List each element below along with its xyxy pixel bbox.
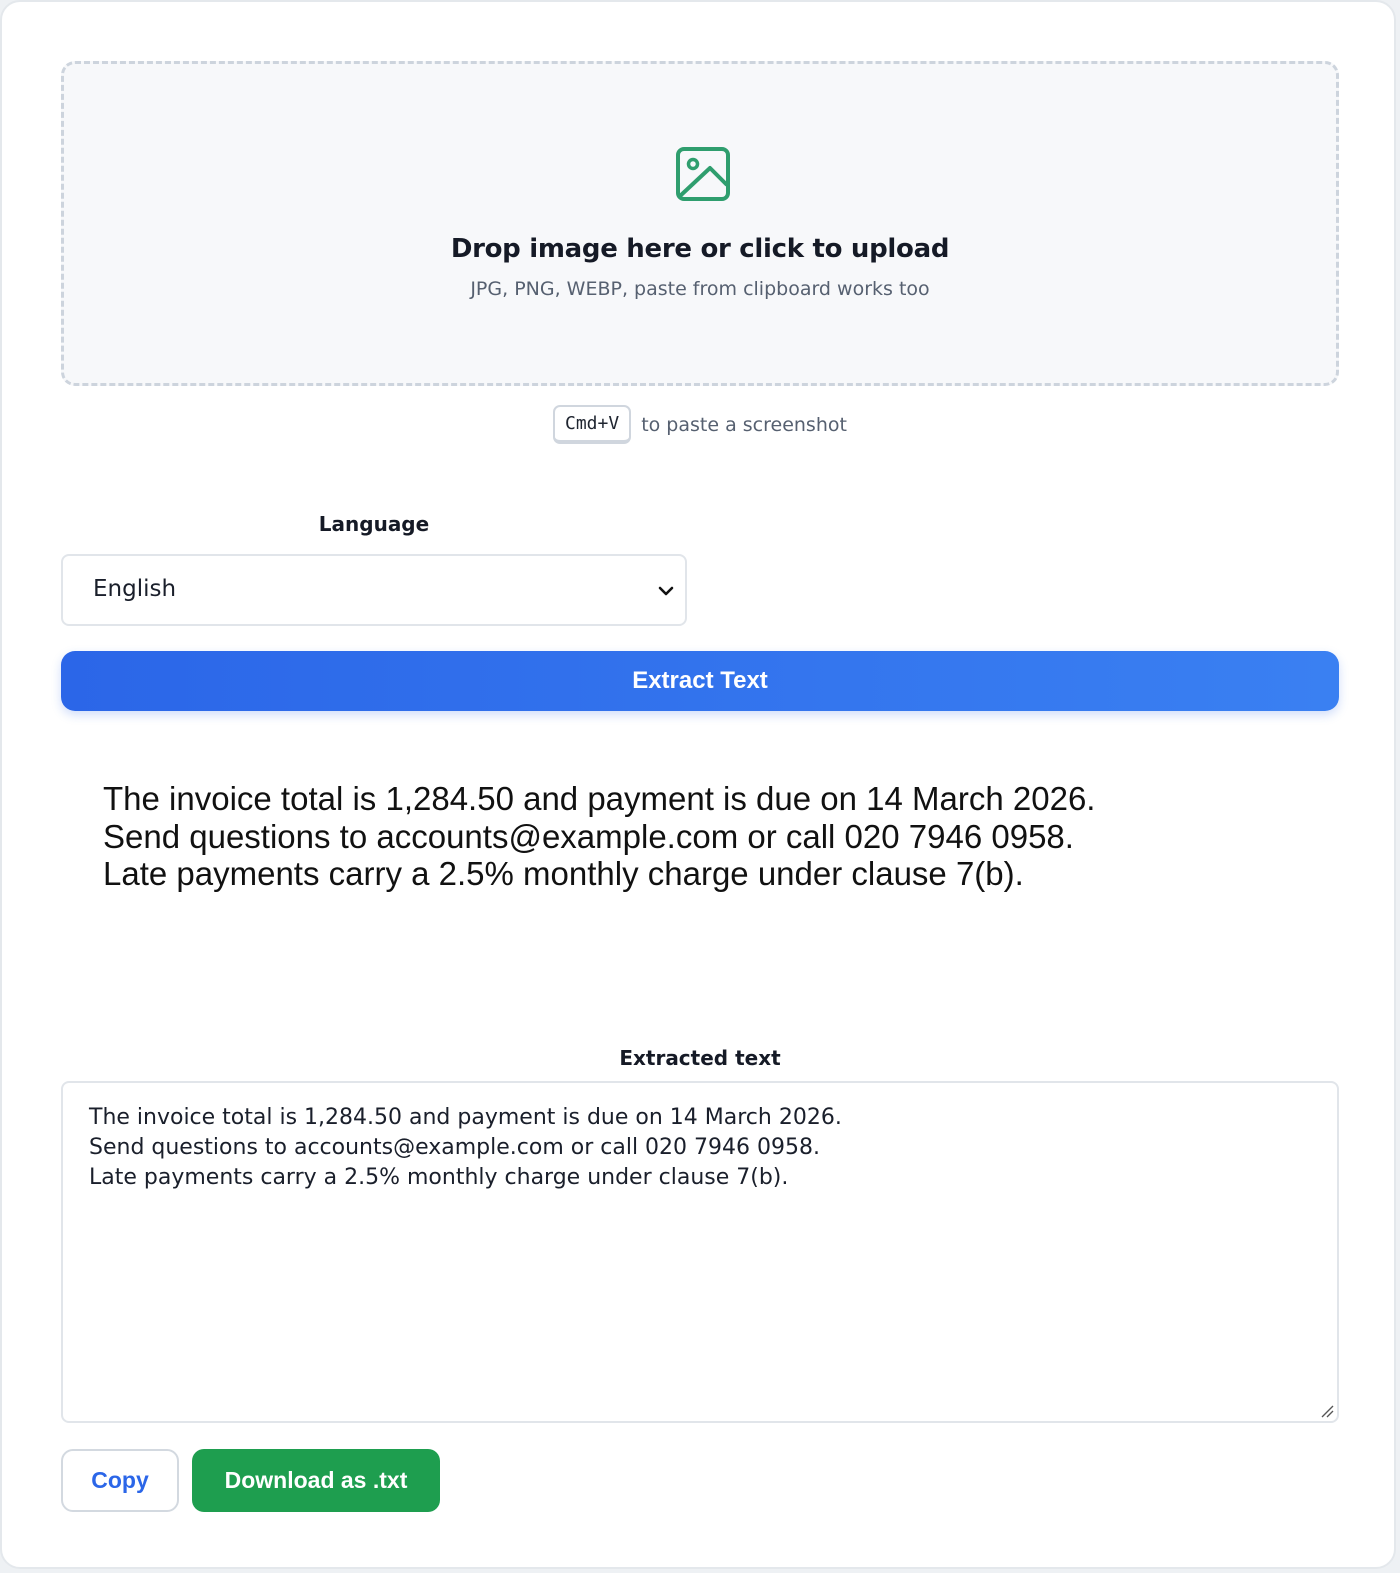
extracted-text-area[interactable] [61,1081,1339,1423]
language-label: Language [318,512,430,536]
upload-subtitle: JPG, PNG, WEBP, paste from clipboard works too [470,278,930,300]
chevron-down-icon [657,582,675,600]
image-icon [675,146,731,202]
output-line: The invoice total is 1,284.50 and payment is due on 14 March 2026. [89,1105,842,1130]
paste-hint [553,405,847,444]
output-line: Late payments carry a 2.5% monthly charge under clause 7(b). [89,1165,789,1190]
uploaded-image-preview [103,780,1253,893]
preview-line: The invoice total is 1,284.50 and payment is due on 14 March 2026. [103,780,1096,817]
preview-line: Late payments carry a 2.5% monthly charge under clause 7(b). [103,855,1024,892]
download-txt-button[interactable]: Download as .txt [192,1449,440,1512]
language-selected-value: English [93,576,177,602]
shortcut-key: Cmd+V [553,405,631,444]
extracted-text-label: Extracted text [619,1046,781,1070]
language-select[interactable] [61,554,687,626]
preview-line: Send questions to accounts@example.com or call 020 7946 0958. [103,817,1074,855]
upload-dropzone[interactable] [61,61,1339,386]
resize-handle-icon[interactable] [1320,1404,1334,1418]
copy-button[interactable]: Copy [61,1449,179,1512]
paste-hint-text: to paste a screenshot [641,413,847,436]
output-line: Send questions to accounts@example.com or call 020 7946 0958. [89,1135,820,1160]
upload-title: Drop image here or click to upload [450,234,950,264]
extract-text-button[interactable]: Extract Text [61,651,1339,711]
